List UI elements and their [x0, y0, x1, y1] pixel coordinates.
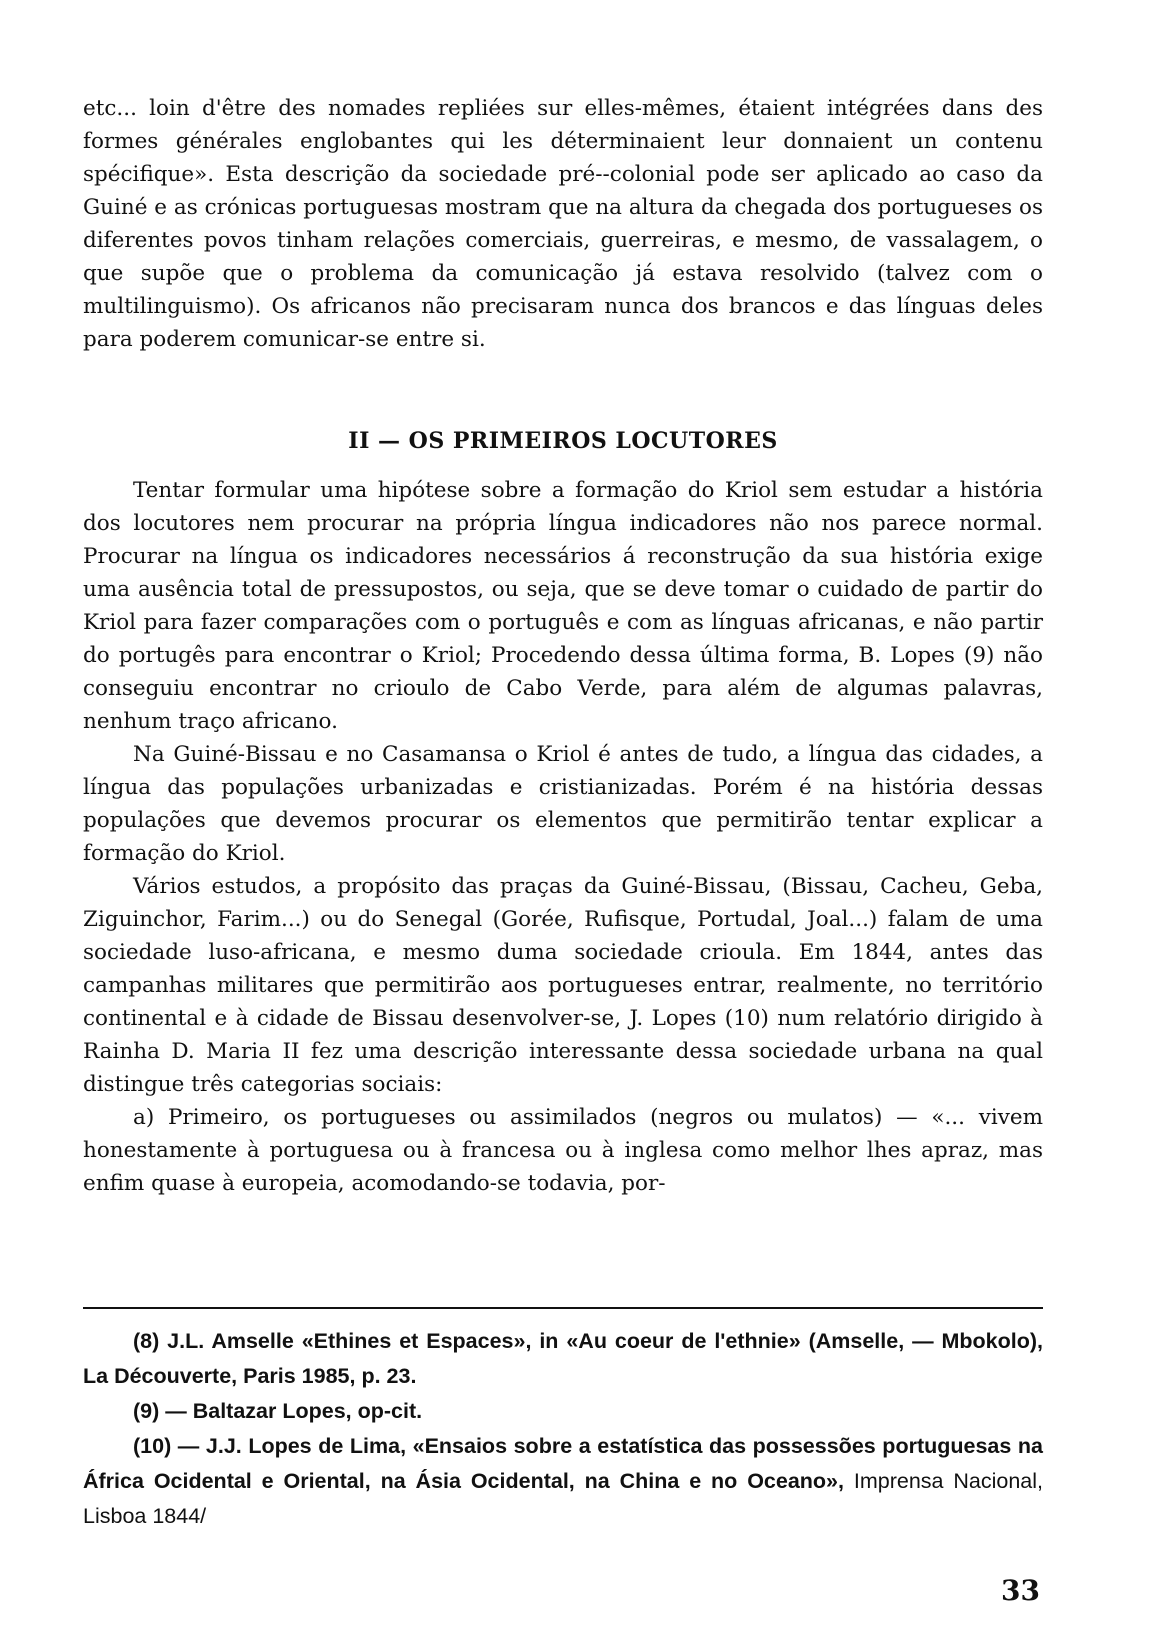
footnote-10-lead: (10) — J.J. Lopes de Lima, «Ensaios sobre a estatística das possessões portuguesas na África Ocidental e Oriental, na Ásia Ocidental, na China e no Oceano», — [83, 1434, 1043, 1493]
paragraph-hypothesis: Tentar formular uma hipótese sobre a formação do Kriol sem estudar a história dos locutores nem procurar na própria língua indicadores não nos parece normal. Procurar na língua os indicadores necessários á reconstrução da sua história exige uma ausência total de pressupostos, ou seja, que se deve tomar o cuidado de partir do Kriol para fazer comparações com o português e com as línguas africanas, e não partir do portugês para encontrar o Kriol; Procedendo dessa última forma, B. Lopes (9) não conseguiu encontrar no crioulo de Cabo Verde, para além de algumas palavras, nenhum traço africano. — [83, 478, 1043, 734]
body-top — [83, 92, 1043, 356]
paragraph-kriol-cities: Na Guiné-Bissau e no Casamansa o Kriol é antes de tudo, a língua das cidades, a língua das populações urbanizadas e cristianizadas. Porém é na história dessas populações que devemos procurar os elementos que permitirão tentar explicar a formação do Kriol. — [83, 742, 1043, 866]
footnote-divider — [83, 1307, 1043, 1309]
body-main — [83, 474, 1043, 1200]
footnote-8: (8) J.L. Amselle «Ethines et Espaces», in «Au coeur de l'ethnie» (Amselle, — Mbokolo), La Découverte, Paris 1985, p. 23. — [83, 1329, 1043, 1388]
section-heading: II — OS PRIMEIROS LOCUTORES — [348, 428, 778, 454]
paragraph-studies: Vários estudos, a propósito das praças da Guiné-Bissau, (Bissau, Cacheu, Geba, Ziguinchor, Farim...) ou do Senegal (Gorée, Rufisque, Portudal, Joal...) falam de uma sociedade luso-africana, e mesmo duma sociedade crioula. Em 1844, antes das campanhas militares que permitirão aos portugueses entrar, realmente, no território continental e à cidade de Bissau desenvolver-se, J. Lopes (10) num relatório dirigido à Rainha D. Maria II fez uma descrição interessante dessa sociedade urbana na qual distingue três categorias sociais: — [83, 874, 1043, 1097]
paragraph-continuation: etc... loin d'être des nomades repliées sur elles-mêmes, étaient intégrées dans des formes générales englobantes qui les déterminaient leur donnaient un contenu spécifique». Esta descrição da sociedade pré--colonial pode ser aplicado ao caso da Guiné e as crónicas portuguesas mostram que na altura da chegada dos portugueses os diferentes povos tinham relações comerciais, guerreiras, e mesmo, de vassalagem, o que supõe que o problema da comunicação já estava resolvido (talvez com o multilinguismo). Os africanos não precisaram nunca dos brancos e das línguas deles para poderem comunicar-se entre si. — [83, 96, 1043, 352]
page-number: 33 — [1001, 1574, 1040, 1607]
paragraph-first-category: a) Primeiro, os portugueses ou assimilados (negros ou mulatos) — «... vivem honestamente à portuguesa ou à francesa ou à inglesa como melhor lhes apraz, mas enfim quase à europeia, acomodando-se todavia, por- — [83, 1105, 1043, 1196]
footnotes — [83, 1324, 1043, 1534]
footnote-10-tail: Imprensa Nacional, Lisboa 1844/ — [83, 1469, 1043, 1528]
footnote-9: (9) — Baltazar Lopes, op-cit. — [133, 1399, 423, 1423]
footnote-10 — [83, 1429, 1043, 1534]
